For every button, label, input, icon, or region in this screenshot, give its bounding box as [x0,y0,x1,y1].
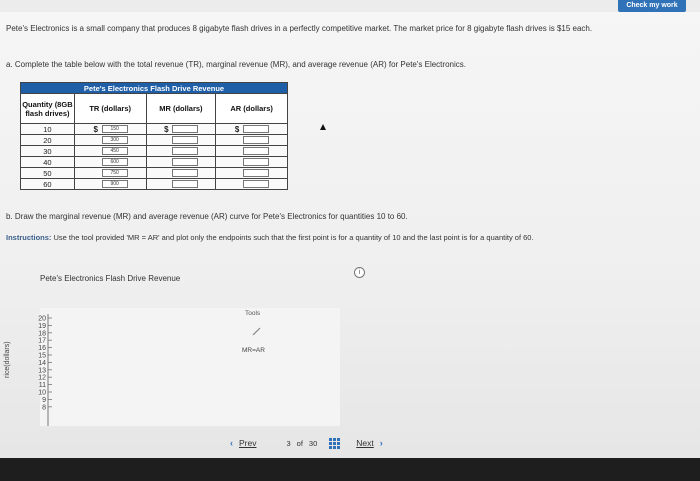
check-my-work-button[interactable]: Check my work [618,0,686,12]
col-header-tr: TR (dollars) [74,94,146,124]
y-tick-label: 15 [38,352,46,360]
quantity-cell: 50 [21,168,75,179]
page-of: of [296,438,303,448]
tr-value-field[interactable]: 450 [102,147,128,155]
chevron-left-icon[interactable]: ‹ [230,438,233,448]
y-tick-label: 8 [42,404,46,412]
mr-input[interactable] [172,136,198,144]
col-header-quantity: Quantity (8GB flash drives) [21,94,75,124]
ar-cell [216,135,288,146]
grid-menu-icon[interactable] [329,438,340,449]
current-page: 3 [286,438,291,448]
instructions-label: Instructions: [6,233,52,242]
prev-link[interactable]: Prev [239,438,257,448]
table-row [21,124,288,135]
mr-input[interactable] [172,169,198,177]
mr-cell [146,135,216,146]
y-tick-label: 14 [38,359,46,367]
mouse-cursor [320,124,326,130]
quantity-cell: 60 [21,179,75,190]
chevron-right-icon[interactable]: › [379,438,383,448]
instructions [6,233,586,243]
top-strip [0,0,700,12]
revenue-table [20,82,288,190]
mr-input[interactable] [172,125,198,133]
tr-value-field[interactable]: 300 [102,136,128,144]
tr-cell [74,168,146,179]
next-link[interactable]: Next [356,438,374,448]
quantity-cell: 40 [21,157,75,168]
tr-cell [74,179,146,190]
ar-cell [216,146,288,157]
tr-cell [74,135,146,146]
instructions-text: Use the tool provided 'MR = AR' and plot only the endpoints such that the first point is for a quantity of 10 and the last point is for a quantity of 60. [53,233,534,242]
mr-ar-line-tool-icon[interactable] [252,327,261,336]
mr-cell [146,179,216,190]
table-caption: Pete's Electronics Flash Drive Revenue [21,83,288,94]
graph-canvas[interactable] [40,308,340,426]
mr-cell [146,146,216,157]
y-tick-label: 10 [38,389,46,397]
mr-ar-tool-label[interactable]: MR=AR [242,347,265,354]
y-tick-label: 9 [42,396,46,404]
table-row [21,146,288,157]
mr-input[interactable] [172,180,198,188]
ar-input[interactable] [243,147,269,155]
info-icon[interactable]: i [354,267,365,278]
mr-input[interactable] [172,147,198,155]
y-tick-label: 20 [38,315,46,323]
y-tick-label: 19 [38,322,46,330]
part-a-prompt: a. Complete the table below with the total revenue (TR), marginal revenue (MR), and average revenue (AR) for Pete's Electronics. [6,60,466,69]
ar-input[interactable] [243,169,269,177]
pagination [230,437,383,449]
tr-cell [74,157,146,168]
col-header-ar: AR (dollars) [216,94,288,124]
tr-cell [74,146,146,157]
ar-cell [216,157,288,168]
y-tick-label: 16 [38,345,46,353]
problem-intro: Pete's Electronics is a small company that produces 8 gigabyte flash drives in a perfectly competitive market. The market price for 8 gigabyte flash drives is $15 each. [6,24,593,33]
y-tick-label: 17 [38,337,46,345]
ar-cell [216,124,288,135]
currency-symbol: $ [93,124,98,134]
quantity-cell: 30 [21,146,75,157]
currency-symbol: $ [164,124,169,134]
total-pages: 30 [308,438,318,448]
ar-cell [216,179,288,190]
ar-input[interactable] [243,125,269,133]
y-tick-label: 12 [38,374,46,382]
y-tick-label: 18 [38,330,46,338]
quantity-cell: 10 [21,124,75,135]
ar-input[interactable] [243,180,269,188]
tools-label: Tools [245,310,261,317]
tr-value-field[interactable]: 900 [102,180,128,188]
bottom-bar [0,458,700,481]
mr-cell [146,157,216,168]
tr-value-field[interactable]: 600 [102,158,128,166]
graph-y-axis-label: rice(dollars) [4,341,11,378]
mr-input[interactable] [172,158,198,166]
mr-cell [146,168,216,179]
currency-symbol: $ [234,124,240,134]
y-tick-label: 11 [38,382,46,390]
tr-cell [74,124,146,135]
y-tick-label: 13 [38,367,46,375]
tr-value-field[interactable]: 750 [102,169,128,177]
quantity-cell: 20 [21,135,75,146]
table-row [21,179,288,190]
col-header-mr: MR (dollars) [146,94,216,124]
ar-input[interactable] [243,158,269,166]
graph-title: Pete's Electronics Flash Drive Revenue [40,274,181,283]
ar-cell [216,168,288,179]
part-b-prompt: b. Draw the marginal revenue (MR) and average revenue (AR) curve for Pete's Electronics for quantities 10 to 60. [6,212,408,221]
mr-cell [146,124,216,135]
table-row [21,168,288,179]
table-row [21,135,288,146]
ar-input[interactable] [243,136,269,144]
tr-value-field[interactable]: 150 [102,125,128,133]
table-row [21,157,288,168]
